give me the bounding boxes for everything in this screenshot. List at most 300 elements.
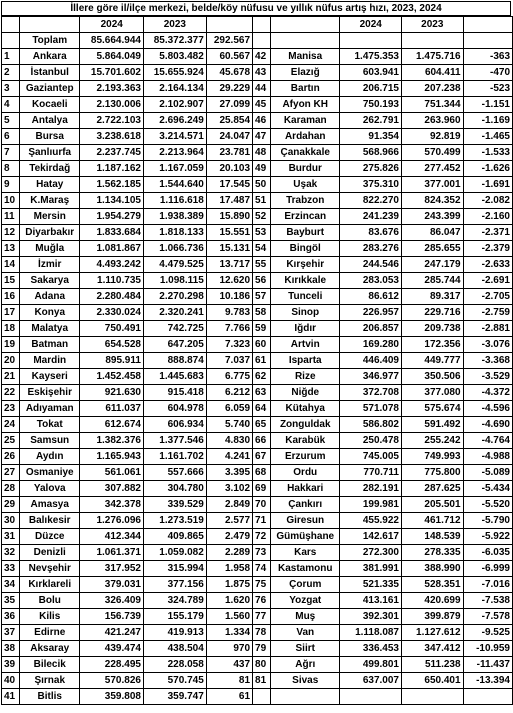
- population-2023: 155.179: [143, 609, 206, 625]
- population-2024: 611.037: [80, 401, 143, 417]
- province-name: Isparta: [271, 353, 340, 369]
- population-table: [1, 16, 513, 705]
- population-2023: 575.674: [402, 401, 464, 417]
- province-name: İstanbul: [19, 65, 79, 81]
- population-2024: 439.474: [80, 641, 143, 657]
- province-name: Ağrı: [271, 657, 340, 673]
- rank-cell: 6: [2, 129, 20, 145]
- province-name: Antalya: [19, 113, 79, 129]
- table-row: [2, 593, 513, 609]
- header-cell-blank: [463, 17, 512, 33]
- rank-cell: 58: [253, 305, 271, 321]
- table-row: [2, 65, 513, 81]
- population-change: 1.875: [206, 577, 252, 593]
- rank-cell: 72: [253, 529, 271, 545]
- rank-cell: 8: [2, 161, 20, 177]
- population-change: -7.016: [463, 577, 512, 593]
- rank-cell: 36: [2, 609, 20, 625]
- population-change: -7.538: [463, 593, 512, 609]
- population-2024: 2.237.745: [80, 145, 143, 161]
- population-2024: 346.977: [340, 369, 402, 385]
- population-2023: 263.960: [402, 113, 464, 129]
- table-row: [2, 321, 513, 337]
- population-2024: 1.833.684: [80, 225, 143, 241]
- population-2023: 209.738: [402, 321, 464, 337]
- population-2023: 419.913: [143, 625, 206, 641]
- population-2024: 1.110.735: [80, 273, 143, 289]
- header-cell-2023: 2023: [143, 17, 206, 33]
- population-2023: 1.273.519: [143, 513, 206, 529]
- total-label: Toplam: [19, 33, 79, 49]
- province-name: Ordu: [271, 465, 340, 481]
- province-name: Kastamonu: [271, 561, 340, 577]
- population-2023: 915.418: [143, 385, 206, 401]
- province-name: Karaman: [271, 113, 340, 129]
- population-change: 437: [206, 657, 252, 673]
- population-2024: 241.239: [340, 209, 402, 225]
- province-name: Van: [271, 625, 340, 641]
- rank-cell: 80: [253, 657, 271, 673]
- population-2024: 156.739: [80, 609, 143, 625]
- population-2023: 751.344: [402, 97, 464, 113]
- province-name: Mersin: [19, 209, 79, 225]
- province-name: Konya: [19, 305, 79, 321]
- population-2024: 307.882: [80, 481, 143, 497]
- population-2023: 2.320.241: [143, 305, 206, 321]
- population-2023: 287.625: [402, 481, 464, 497]
- population-change: -4.596: [463, 401, 512, 417]
- rank-cell: 38: [2, 641, 20, 657]
- population-2023: 2.696.249: [143, 113, 206, 129]
- table-row: [2, 609, 513, 625]
- table-row: [2, 561, 513, 577]
- population-2024: 282.191: [340, 481, 402, 497]
- population-2024: 612.674: [80, 417, 143, 433]
- header-cell-2023: 2023: [402, 17, 464, 33]
- rank-cell: 32: [2, 545, 20, 561]
- population-2024: 199.981: [340, 497, 402, 513]
- population-2024: 262.791: [340, 113, 402, 129]
- population-change: -5.520: [463, 497, 512, 513]
- population-change: 24.047: [206, 129, 252, 145]
- population-change: -3.529: [463, 369, 512, 385]
- province-name: Bingöl: [271, 241, 340, 257]
- population-2023: 749.993: [402, 449, 464, 465]
- table-row: [2, 625, 513, 641]
- population-2024: 1.452.458: [80, 369, 143, 385]
- population-change: 6.212: [206, 385, 252, 401]
- population-2023: 172.356: [402, 337, 464, 353]
- population-change: 3.395: [206, 465, 252, 481]
- population-2024: 1.118.087: [340, 625, 402, 641]
- province-name: Bolu: [19, 593, 79, 609]
- province-name: Erzurum: [271, 449, 340, 465]
- population-2023: 228.058: [143, 657, 206, 673]
- population-2023: 315.994: [143, 561, 206, 577]
- population-change: -13.394: [463, 673, 512, 689]
- rank-cell: 76: [253, 593, 271, 609]
- population-change: 29.229: [206, 81, 252, 97]
- population-2023: 2.164.134: [143, 81, 206, 97]
- province-name: Afyon KH: [271, 97, 340, 113]
- population-2024: 372.708: [340, 385, 402, 401]
- population-change: 1.560: [206, 609, 252, 625]
- population-change: -5.089: [463, 465, 512, 481]
- population-2023: 278.335: [402, 545, 464, 561]
- population-change: -9.525: [463, 625, 512, 641]
- population-2023: 1.066.736: [143, 241, 206, 257]
- rank-cell: 7: [2, 145, 20, 161]
- province-name: Diyarbakır: [19, 225, 79, 241]
- population-2024: 2.280.484: [80, 289, 143, 305]
- province-name: Samsun: [19, 433, 79, 449]
- population-2023: 570.499: [402, 145, 464, 161]
- population-2024: 895.911: [80, 353, 143, 369]
- population-change: 3.102: [206, 481, 252, 497]
- population-2023: 604.411: [402, 65, 464, 81]
- total-diff: 292.567: [206, 33, 252, 49]
- population-2023: 2.270.298: [143, 289, 206, 305]
- province-name: Edirne: [19, 625, 79, 641]
- rank-cell: 57: [253, 289, 271, 305]
- header-cell-blank: [19, 17, 79, 33]
- rank-cell: 37: [2, 625, 20, 641]
- province-name: Kocaeli: [19, 97, 79, 113]
- rank-cell: 20: [2, 353, 20, 369]
- population-2023: 229.716: [402, 305, 464, 321]
- rank-cell: 40: [2, 673, 20, 689]
- population-2024: 283.053: [340, 273, 402, 289]
- header-cell-blank: [271, 17, 340, 33]
- table-row: [2, 577, 513, 593]
- table-row: [2, 49, 513, 65]
- province-name: Hatay: [19, 177, 79, 193]
- blank-cell: [340, 689, 402, 705]
- population-2023: 255.242: [402, 433, 464, 449]
- table-row: [2, 81, 513, 97]
- population-change: 25.854: [206, 113, 252, 129]
- population-2024: 413.161: [340, 593, 402, 609]
- population-2023: 4.479.525: [143, 257, 206, 273]
- population-2023: 528.351: [402, 577, 464, 593]
- province-name: Giresun: [271, 513, 340, 529]
- province-name: Batman: [19, 337, 79, 353]
- population-2023: 1.059.082: [143, 545, 206, 561]
- population-2024: 1.954.279: [80, 209, 143, 225]
- population-change: -523: [463, 81, 512, 97]
- population-2023: 420.699: [402, 593, 464, 609]
- population-2023: 359.747: [143, 689, 206, 705]
- rank-cell: 47: [253, 129, 271, 145]
- population-2024: 2.722.103: [80, 113, 143, 129]
- table-row: [2, 385, 513, 401]
- population-2023: 1.116.618: [143, 193, 206, 209]
- population-change: 10.186: [206, 289, 252, 305]
- population-change: 12.620: [206, 273, 252, 289]
- population-2024: 169.280: [340, 337, 402, 353]
- province-name: Çorum: [271, 577, 340, 593]
- province-name: Elazığ: [271, 65, 340, 81]
- population-2024: 745.005: [340, 449, 402, 465]
- population-2024: 86.612: [340, 289, 402, 305]
- province-name: Sakarya: [19, 273, 79, 289]
- province-name: Malatya: [19, 321, 79, 337]
- population-change: -3.368: [463, 353, 512, 369]
- population-change: -1.691: [463, 177, 512, 193]
- population-change: -1.151: [463, 97, 512, 113]
- population-change: -2.691: [463, 273, 512, 289]
- population-change: -4.690: [463, 417, 512, 433]
- population-2023: 1.167.059: [143, 161, 206, 177]
- population-2023: 742.725: [143, 321, 206, 337]
- population-2024: 570.826: [80, 673, 143, 689]
- province-name: Tunceli: [271, 289, 340, 305]
- province-name: Nevşehir: [19, 561, 79, 577]
- population-2023: 89.317: [402, 289, 464, 305]
- rank-cell: 62: [253, 369, 271, 385]
- population-2024: 226.957: [340, 305, 402, 321]
- population-change: -7.578: [463, 609, 512, 625]
- rank-cell: 81: [253, 673, 271, 689]
- table-row: [2, 417, 513, 433]
- population-2024: 921.630: [80, 385, 143, 401]
- population-2023: 438.504: [143, 641, 206, 657]
- province-name: Şanlıurfa: [19, 145, 79, 161]
- population-change: 7.766: [206, 321, 252, 337]
- population-2024: 412.344: [80, 529, 143, 545]
- population-2024: 750.491: [80, 321, 143, 337]
- population-2024: 654.528: [80, 337, 143, 353]
- table-row: [2, 545, 513, 561]
- rank-cell: 17: [2, 305, 20, 321]
- population-change: 6.059: [206, 401, 252, 417]
- population-2023: 2.213.964: [143, 145, 206, 161]
- population-change: -2.881: [463, 321, 512, 337]
- header-cell-blank: [2, 17, 20, 33]
- population-change: 27.099: [206, 97, 252, 113]
- population-change: 7.037: [206, 353, 252, 369]
- population-2023: 377.080: [402, 385, 464, 401]
- population-change: 13.717: [206, 257, 252, 273]
- population-2024: 381.991: [340, 561, 402, 577]
- population-2024: 637.007: [340, 673, 402, 689]
- province-name: Zonguldak: [271, 417, 340, 433]
- table-row: [2, 241, 513, 257]
- province-name: Muğla: [19, 241, 79, 257]
- province-name: Çanakkale: [271, 145, 340, 161]
- province-name: Kilis: [19, 609, 79, 625]
- province-name: Siirt: [271, 641, 340, 657]
- population-2024: 142.617: [340, 529, 402, 545]
- population-change: -5.790: [463, 513, 512, 529]
- rank-cell: 56: [253, 273, 271, 289]
- population-2024: 336.453: [340, 641, 402, 657]
- population-change: -1.533: [463, 145, 512, 161]
- population-change: -470: [463, 65, 512, 81]
- rank-cell: 19: [2, 337, 20, 353]
- population-2023: 15.655.924: [143, 65, 206, 81]
- province-name: Trabzon: [271, 193, 340, 209]
- population-change: 23.781: [206, 145, 252, 161]
- header-cell-blank: [206, 17, 252, 33]
- rank-cell: 53: [253, 225, 271, 241]
- population-change: 1.334: [206, 625, 252, 641]
- population-2023: 277.452: [402, 161, 464, 177]
- population-2023: 339.529: [143, 497, 206, 513]
- table-row: [2, 465, 513, 481]
- population-2024: 1.187.162: [80, 161, 143, 177]
- population-change: 20.103: [206, 161, 252, 177]
- table-row: [2, 353, 513, 369]
- population-2024: 499.801: [340, 657, 402, 673]
- province-name: Eskişehir: [19, 385, 79, 401]
- rank-cell: 30: [2, 513, 20, 529]
- population-change: 2.849: [206, 497, 252, 513]
- population-2023: 511.238: [402, 657, 464, 673]
- population-2024: 3.238.618: [80, 129, 143, 145]
- population-2024: 272.300: [340, 545, 402, 561]
- population-change: -2.633: [463, 257, 512, 273]
- table-row: [2, 449, 513, 465]
- population-change: -5.922: [463, 529, 512, 545]
- total-2024: 85.664.944: [80, 33, 143, 49]
- population-2024: 15.701.602: [80, 65, 143, 81]
- province-name: Amasya: [19, 497, 79, 513]
- table-row: [2, 33, 513, 49]
- table-row: [2, 481, 513, 497]
- rank-cell: 45: [253, 97, 271, 113]
- population-2024: 750.193: [340, 97, 402, 113]
- table-row: [2, 273, 513, 289]
- rank-cell: 41: [2, 689, 20, 705]
- table-row: [2, 529, 513, 545]
- table-row: [2, 177, 513, 193]
- rank-cell: 22: [2, 385, 20, 401]
- population-2023: 3.214.571: [143, 129, 206, 145]
- blank-cell: [253, 33, 271, 49]
- population-2023: 1.938.389: [143, 209, 206, 225]
- rank-cell: 25: [2, 433, 20, 449]
- total-2023: 85.372.377: [143, 33, 206, 49]
- population-2024: 586.802: [340, 417, 402, 433]
- population-2023: 647.205: [143, 337, 206, 353]
- table-row: [2, 401, 513, 417]
- rank-cell: 49: [253, 161, 271, 177]
- province-name: Sinop: [271, 305, 340, 321]
- province-name: Mardin: [19, 353, 79, 369]
- population-change: -2.759: [463, 305, 512, 321]
- population-2024: 521.335: [340, 577, 402, 593]
- population-change: 2.577: [206, 513, 252, 529]
- rank-cell: 34: [2, 577, 20, 593]
- population-2024: 375.310: [340, 177, 402, 193]
- population-2023: 388.990: [402, 561, 464, 577]
- province-name: Bitlis: [19, 689, 79, 705]
- population-2023: 557.666: [143, 465, 206, 481]
- table-row: [2, 433, 513, 449]
- population-2024: 250.478: [340, 433, 402, 449]
- rank-cell: 44: [253, 81, 271, 97]
- population-change: -2.371: [463, 225, 512, 241]
- table-row: [2, 145, 513, 161]
- population-2023: 1.377.546: [143, 433, 206, 449]
- header-cell-2024: 2024: [80, 17, 143, 33]
- rank-cell: 18: [2, 321, 20, 337]
- province-name: Bursa: [19, 129, 79, 145]
- population-change: -5.434: [463, 481, 512, 497]
- rank-cell: 71: [253, 513, 271, 529]
- rank-cell: 78: [253, 625, 271, 641]
- province-name: Artvin: [271, 337, 340, 353]
- province-name: Sivas: [271, 673, 340, 689]
- rank-cell: 4: [2, 97, 20, 113]
- population-2023: 350.506: [402, 369, 464, 385]
- population-2024: 83.676: [340, 225, 402, 241]
- population-change: -2.379: [463, 241, 512, 257]
- province-name: Gaziantep: [19, 81, 79, 97]
- province-name: Ankara: [19, 49, 79, 65]
- population-2024: 4.493.242: [80, 257, 143, 273]
- rank-cell: 28: [2, 481, 20, 497]
- blank-cell: [402, 33, 464, 49]
- rank-cell: 52: [253, 209, 271, 225]
- rank-cell: 70: [253, 497, 271, 513]
- population-change: -4.988: [463, 449, 512, 465]
- population-change: 1.620: [206, 593, 252, 609]
- population-2023: 243.399: [402, 209, 464, 225]
- population-2023: 888.874: [143, 353, 206, 369]
- rank-cell: 11: [2, 209, 20, 225]
- population-2023: 247.179: [402, 257, 464, 273]
- table-row: [2, 289, 513, 305]
- population-2024: 5.864.049: [80, 49, 143, 65]
- population-2023: 1.445.683: [143, 369, 206, 385]
- population-2024: 2.330.024: [80, 305, 143, 321]
- population-2023: 650.401: [402, 673, 464, 689]
- population-2024: 603.941: [340, 65, 402, 81]
- population-2024: 244.546: [340, 257, 402, 273]
- province-name: Iğdır: [271, 321, 340, 337]
- population-2023: 775.800: [402, 465, 464, 481]
- population-2023: 461.712: [402, 513, 464, 529]
- rank-cell: 5: [2, 113, 20, 129]
- population-change: 81: [206, 673, 252, 689]
- rank-cell: 51: [253, 193, 271, 209]
- population-2023: 824.352: [402, 193, 464, 209]
- rank-cell: 1: [2, 49, 20, 65]
- province-name: Erzincan: [271, 209, 340, 225]
- province-name: Denizli: [19, 545, 79, 561]
- population-change: 7.323: [206, 337, 252, 353]
- population-2024: 359.808: [80, 689, 143, 705]
- province-name: Aydın: [19, 449, 79, 465]
- population-change: 61: [206, 689, 252, 705]
- province-name: Kırıkkale: [271, 273, 340, 289]
- rank-cell: 60: [253, 337, 271, 353]
- rank-cell: 42: [253, 49, 271, 65]
- blank-cell: [271, 33, 340, 49]
- province-name: Hakkari: [271, 481, 340, 497]
- rank-cell: 2: [2, 65, 20, 81]
- rank-cell: 43: [253, 65, 271, 81]
- population-2023: 1.544.640: [143, 177, 206, 193]
- population-2023: 1.475.716: [402, 49, 464, 65]
- province-name: İzmir: [19, 257, 79, 273]
- population-2023: 591.492: [402, 417, 464, 433]
- rank-cell: 64: [253, 401, 271, 417]
- population-change: 6.775: [206, 369, 252, 385]
- table-row: [2, 225, 513, 241]
